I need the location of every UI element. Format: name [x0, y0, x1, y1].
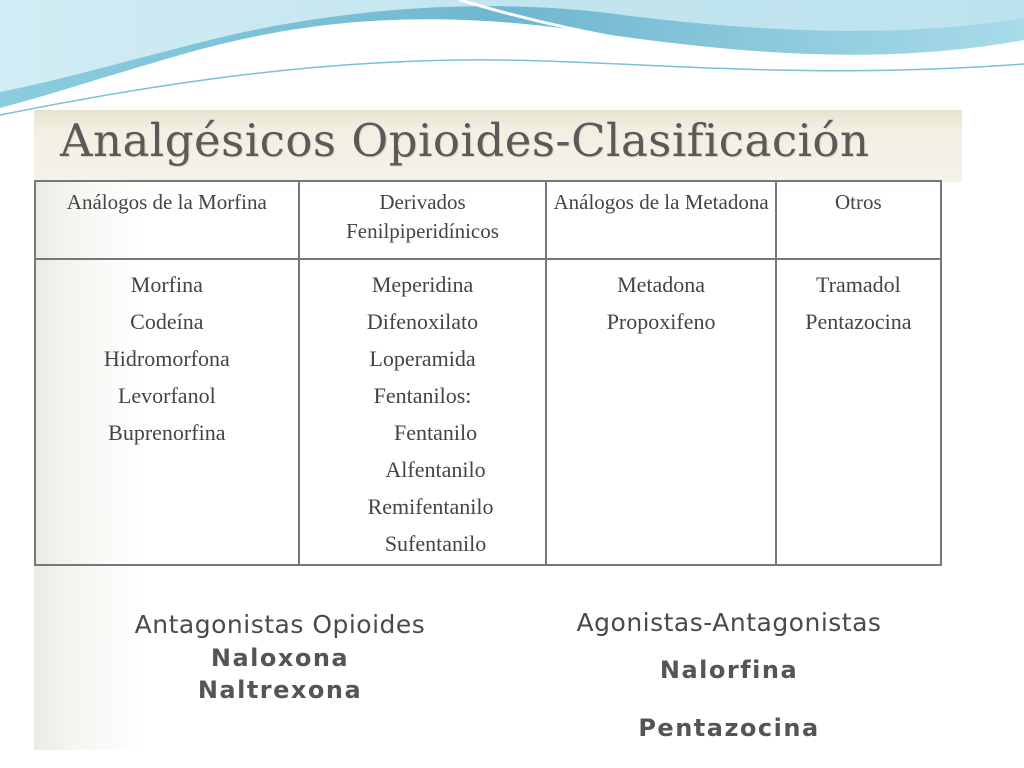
list-item: Fentanilos:: [373, 383, 472, 408]
list-item-sub: Fentanilo: [393, 420, 478, 445]
page-title: Analgésicos Opioides-Clasificación: [60, 114, 870, 167]
agonist-antagonist-drug: Nalorfina: [659, 656, 799, 684]
agonist-antagonists-title: Agonistas-Antagonistas: [576, 608, 882, 637]
title-band: [34, 110, 962, 182]
list-item-sub: Alfentanilo: [385, 457, 486, 482]
list-item: Hidromorfona: [103, 346, 230, 371]
agonist-antagonist-drug: Pentazocina: [638, 714, 820, 742]
list-item: Codeína: [130, 309, 204, 334]
classification-table: [34, 180, 942, 566]
antagonists-group: [120, 608, 440, 706]
column-phenylpiperidines: [299, 259, 547, 565]
column-methadone-analogs: [546, 259, 775, 565]
list-item: Metadona: [617, 272, 706, 297]
list-item: Meperidina: [371, 272, 474, 297]
list-item: Propoxifeno: [606, 309, 716, 334]
groups-section: [34, 600, 962, 750]
list-item: Tramadol: [815, 272, 901, 297]
column-others: [776, 259, 941, 565]
header-morphine-analogs: Análogos de la Morfina: [35, 181, 299, 259]
list-item-sub: Sufentanilo: [384, 531, 487, 556]
classification-figure: [34, 110, 962, 750]
header-phenylpiperidines: Derivados Fenilpiperidínicos: [299, 181, 547, 259]
table-header-row: [35, 181, 941, 259]
header-others: Otros: [776, 181, 941, 259]
list-item: Levorfanol: [117, 383, 216, 408]
column-morphine-analogs: [35, 259, 299, 565]
list-item: Buprenorfina: [108, 420, 226, 445]
list-item: Pentazocina: [805, 309, 912, 334]
list-item: Loperamida: [369, 346, 476, 371]
list-item: Difenoxilato: [366, 309, 479, 334]
agonist-antagonists-group: [564, 606, 894, 750]
antagonists-title: Antagonistas Opioides: [134, 610, 426, 639]
list-item-sub: Remifentanilo: [367, 494, 494, 519]
antagonist-drug: Naloxona: [210, 644, 350, 672]
header-methadone-analogs: Análogos de la Metadona: [546, 181, 775, 259]
table-row: [35, 259, 941, 565]
list-item: Morfina: [130, 272, 203, 297]
antagonist-drug: Naltrexona: [197, 676, 363, 704]
